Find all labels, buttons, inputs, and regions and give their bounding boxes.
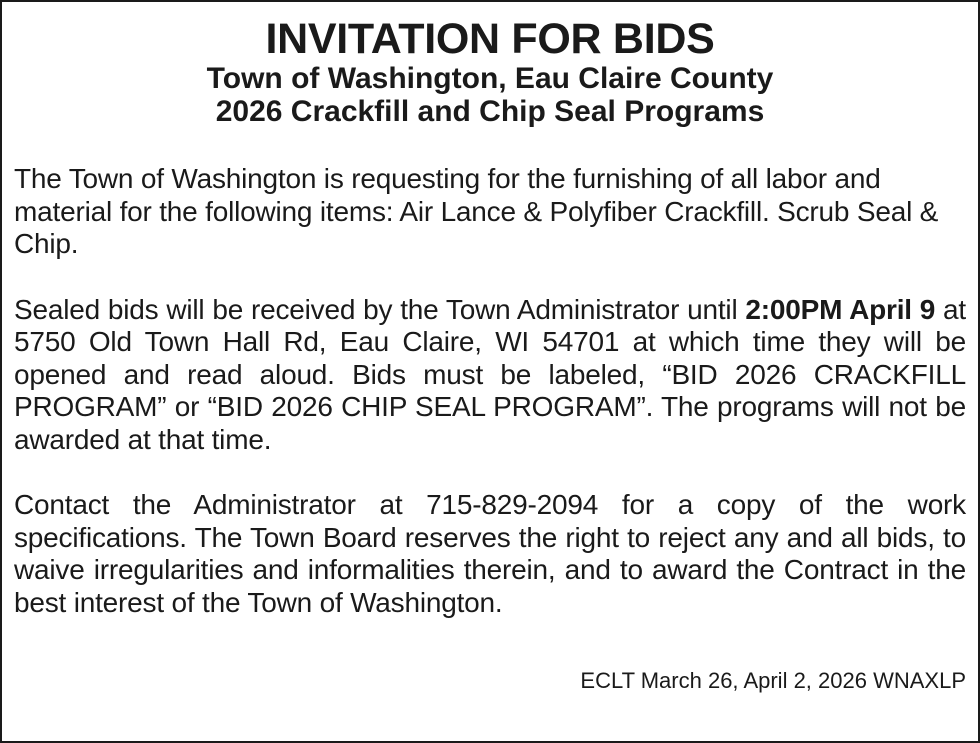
sealed-bids-text-rest: at 5750 Old Town Hall Rd, Eau Claire, WI 54701 at which time they will be opened and read aloud. Bids must be labeled, “BID 2026 CRACKFILL PROGRAM” or “BID 2026 CHIP SEAL PROGRAM”. The programs will not be awarded at that time. — [14, 293, 966, 455]
notice-title: INVITATION FOR BIDS — [265, 15, 715, 63]
publication-line: ECLT March 26, April 2, 2026 WNAXLP — [580, 668, 966, 693]
notice-subtitle-town: Town of Washington, Eau Claire County — [206, 62, 774, 95]
bid-deadline: 2:00PM April 9 — [745, 293, 936, 325]
paragraph-sealed-bids — [14, 294, 966, 457]
paragraph-request: The Town of Washington is requesting for the furnishing of all labor and material for the following items: Air Lance & Polyfiber Crackfill. Scrub Seal & Chip. — [14, 163, 939, 259]
notice-subtitle-programs: 2026 Crackfill and Chip Seal Programs — [215, 95, 765, 128]
paragraph-contact: Contact the Administrator at 715-829-2094 for a copy of the work specifications. The Town Board reserves the right to reject any and all bids, to waive irregularities and informalities therein, and to award the Contract in the best interest of the Town of Washington. — [14, 489, 966, 618]
sealed-bids-text-lead: Sealed bids will be received by the Town Administrator until — [14, 293, 746, 325]
notice-body — [14, 163, 966, 619]
notice-header — [14, 16, 966, 128]
